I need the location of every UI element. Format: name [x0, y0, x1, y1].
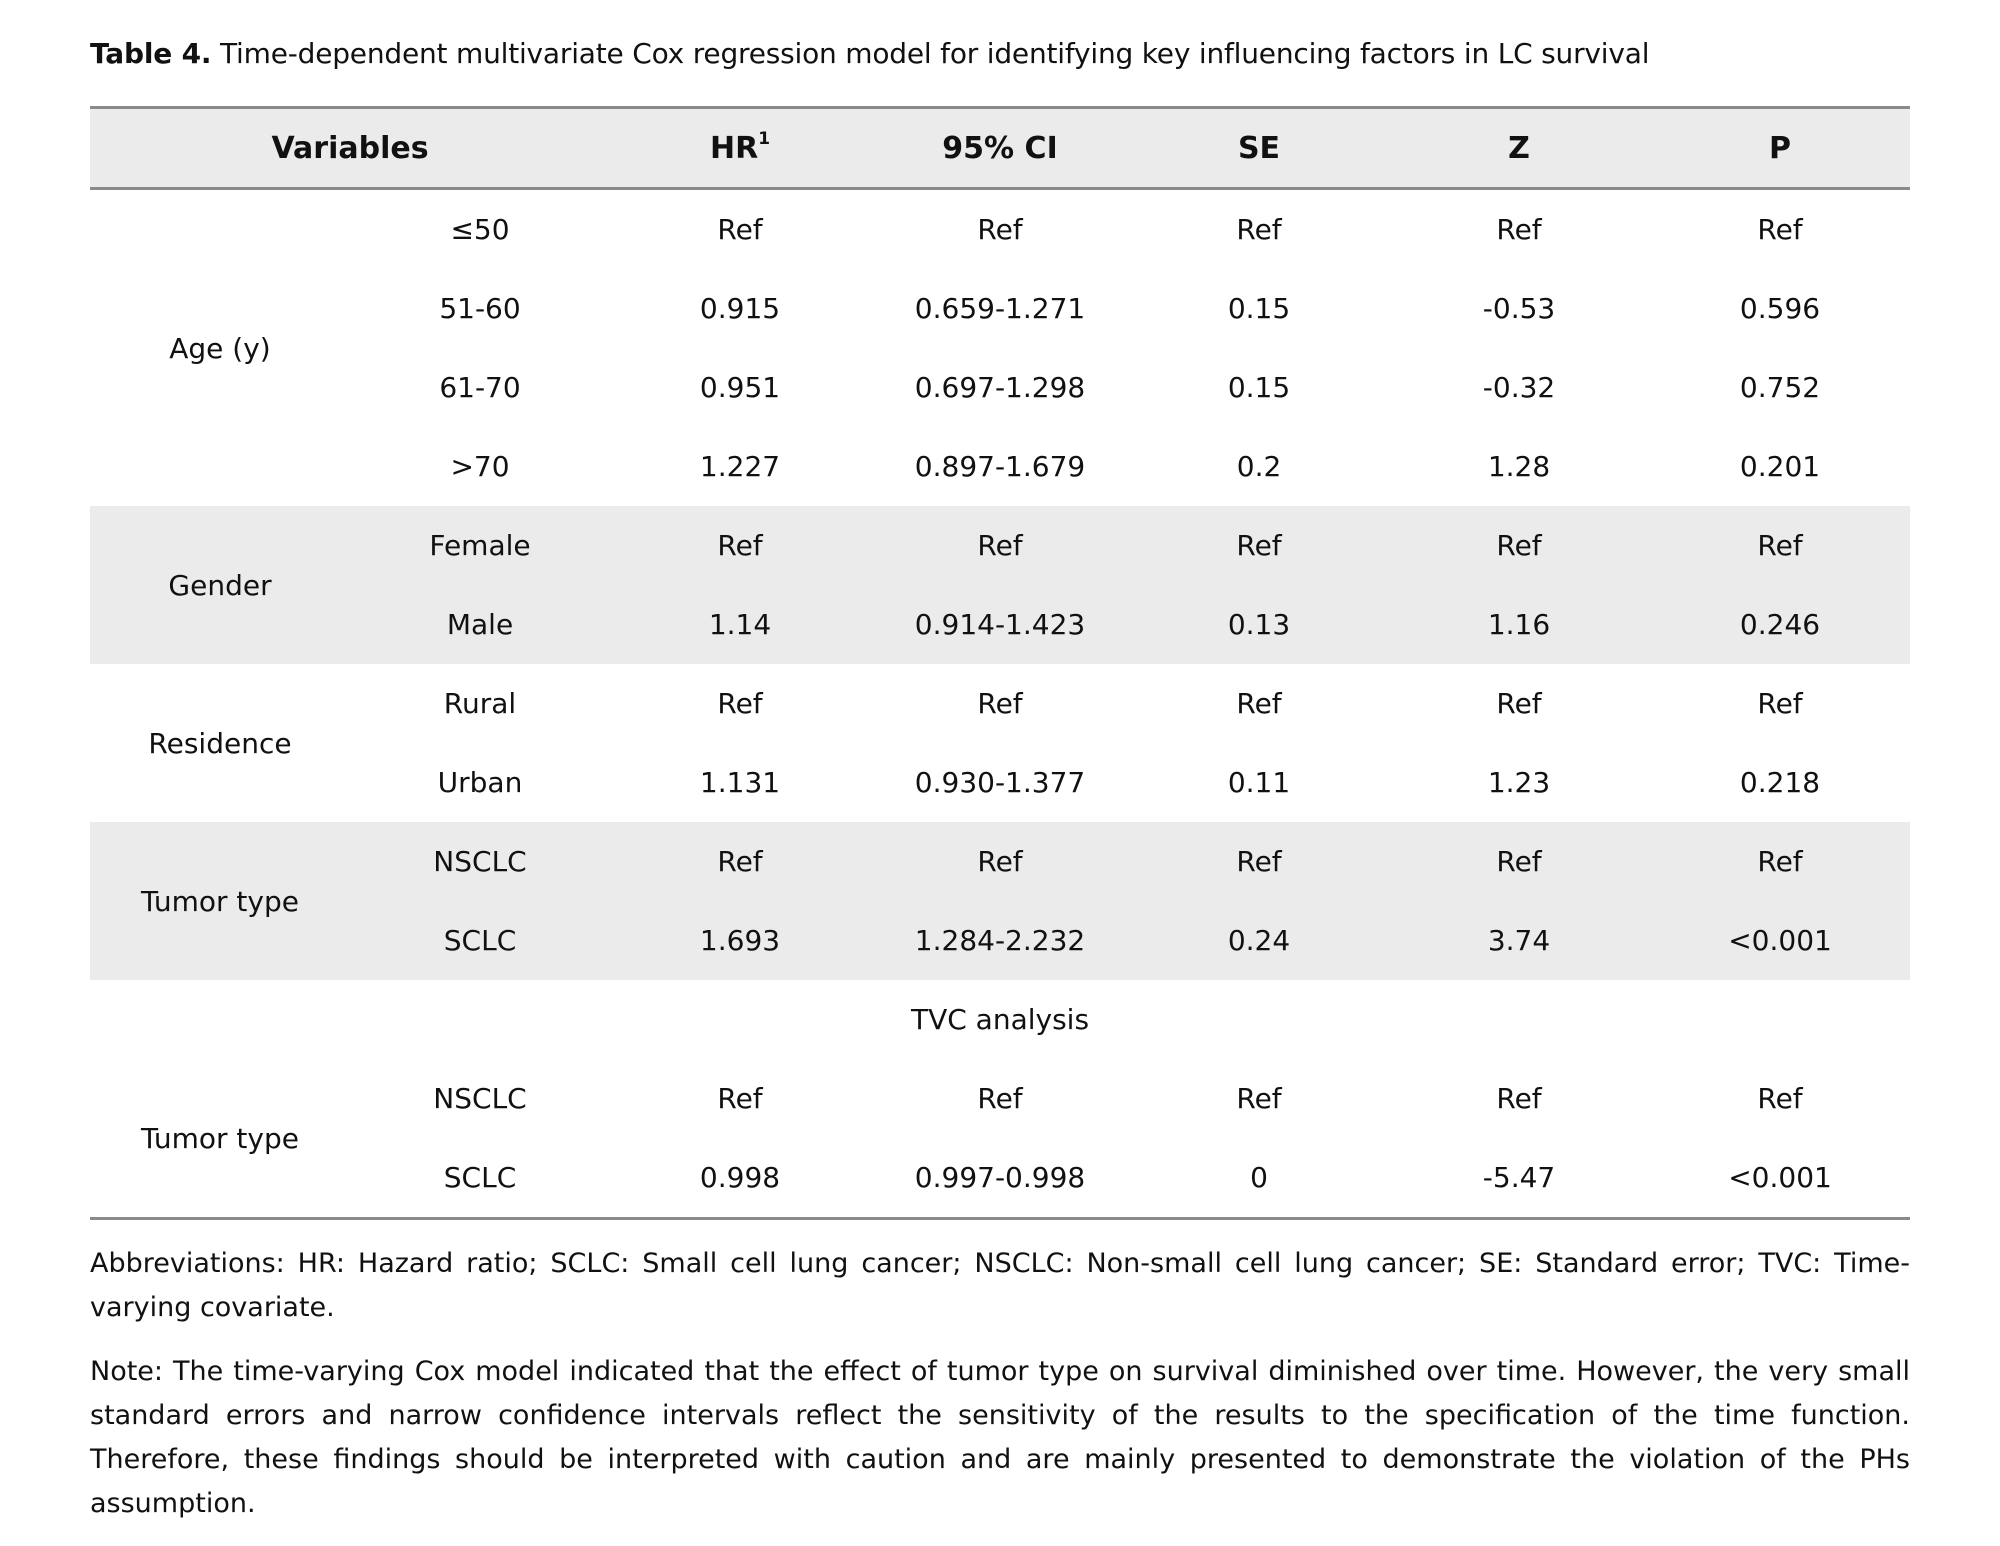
table-row	[90, 506, 1910, 585]
group-age: Age (y)	[169, 331, 271, 365]
level-cell: 51-60	[439, 292, 521, 325]
ci-cell: 0.697-1.298	[914, 371, 1086, 404]
table-row	[90, 1059, 1910, 1138]
se-cell: 0.24	[1130, 901, 1388, 980]
hr-cell: Ref	[610, 822, 870, 901]
ci-cell: Ref	[870, 506, 1130, 585]
hr-cell: 1.14	[610, 585, 870, 664]
table-caption	[90, 34, 1910, 74]
se-cell: Ref	[1236, 213, 1282, 246]
ci-cell: Ref	[977, 213, 1023, 246]
table-row	[90, 664, 1910, 743]
ci-cell: 0.997-0.998	[914, 1161, 1086, 1194]
ci-cell: Ref	[977, 687, 1023, 720]
z-cell: -0.32	[1482, 371, 1556, 404]
ci-cell: 1.284-2.232	[870, 901, 1130, 980]
p-cell: <0.001	[1728, 1161, 1832, 1194]
abbreviations-text: Abbreviations: HR: Hazard ratio; SCLC: Small cell lung cancer; NSCLC: Non-small cell lung cancer; SE: Standard error; TVC: Time-varying covariate.	[90, 1248, 1910, 1323]
p-cell: Ref	[1757, 213, 1803, 246]
header-se: SE	[1130, 108, 1388, 189]
p-cell: Ref	[1757, 687, 1803, 720]
se-cell: Ref	[1130, 822, 1388, 901]
z-cell: Ref	[1496, 213, 1542, 246]
ci-cell: 0.897-1.679	[914, 450, 1086, 483]
header-p: P	[1650, 108, 1910, 189]
level-cell: SCLC	[443, 1161, 517, 1194]
page	[90, 0, 1910, 1546]
header-hr-superscript: 1	[758, 128, 771, 149]
se-cell: 0.2	[1236, 450, 1282, 483]
table-row	[90, 189, 1910, 270]
header-z: Z	[1388, 108, 1650, 189]
header-hr-text: HR	[709, 130, 759, 166]
hr-cell: 1.693	[610, 901, 870, 980]
se-cell: 0.15	[1227, 371, 1291, 404]
table-row	[90, 348, 1910, 427]
group-tumor-type-tvc: Tumor type	[141, 1121, 299, 1155]
table-notes	[90, 1242, 1910, 1526]
hr-cell: 0.951	[699, 371, 781, 404]
hr-cell: Ref	[717, 1082, 763, 1115]
ci-cell: 0.659-1.271	[914, 292, 1086, 325]
table-row	[90, 269, 1910, 348]
p-cell: 0.218	[1739, 766, 1821, 799]
ci-cell: Ref	[870, 822, 1130, 901]
hr-cell: 0.915	[699, 292, 781, 325]
se-cell: 0	[1250, 1161, 1268, 1194]
table-row	[90, 585, 1910, 664]
z-cell: -0.53	[1482, 292, 1556, 325]
level-cell: ≤50	[450, 213, 510, 246]
level-cell: Rural	[443, 687, 517, 720]
se-cell: Ref	[1236, 687, 1282, 720]
tvc-analysis-label: TVC analysis	[910, 1003, 1090, 1036]
p-cell: Ref	[1650, 822, 1910, 901]
group-gender: Gender	[90, 506, 350, 664]
ci-cell: Ref	[977, 1082, 1023, 1115]
level-cell: Male	[350, 585, 610, 664]
table-row	[90, 743, 1910, 822]
level-cell: >70	[450, 450, 510, 483]
se-cell: 0.13	[1130, 585, 1388, 664]
caption-text: Time-dependent multivariate Cox regression model for identifying key influencing factors in LC survival	[220, 37, 1650, 70]
ci-cell: 0.930-1.377	[914, 766, 1086, 799]
results-table	[90, 106, 1910, 1220]
header-row	[90, 108, 1910, 189]
header-ci: 95% CI	[870, 108, 1130, 189]
level-cell: Urban	[437, 766, 523, 799]
p-cell: 0.246	[1650, 585, 1910, 664]
se-cell: 0.11	[1227, 766, 1291, 799]
z-cell: Ref	[1388, 822, 1650, 901]
z-cell: Ref	[1496, 1082, 1542, 1115]
p-cell: 0.201	[1739, 450, 1821, 483]
p-cell: Ref	[1650, 506, 1910, 585]
header-variables: Variables	[90, 108, 610, 189]
level-cell: NSCLC	[433, 1082, 527, 1115]
table-row	[90, 1138, 1910, 1219]
hr-cell: Ref	[717, 213, 763, 246]
table-row	[90, 822, 1910, 901]
level-cell: 61-70	[439, 371, 521, 404]
table-row	[90, 427, 1910, 506]
z-cell: 1.16	[1388, 585, 1650, 664]
table-row	[90, 901, 1910, 980]
ci-cell: 0.914-1.423	[870, 585, 1130, 664]
z-cell: Ref	[1496, 687, 1542, 720]
z-cell: 3.74	[1388, 901, 1650, 980]
hr-cell: Ref	[717, 687, 763, 720]
hr-cell: 1.227	[699, 450, 781, 483]
note-text: Note: The time-varying Cox model indicated that the effect of tumor type on survival diminished over time. However, the very small standard errors and narrow confidence intervals reflect the sensitivity of the results to the specification of the time function. Therefore, these findings should be interpreted with caution and are mainly presented to demonstrate the violation of the PHs assumption.	[90, 1356, 1910, 1519]
p-cell: 0.752	[1739, 371, 1821, 404]
level-cell: Female	[350, 506, 610, 585]
z-cell: 1.23	[1487, 766, 1551, 799]
level-cell: NSCLC	[350, 822, 610, 901]
p-cell: 0.596	[1739, 292, 1821, 325]
hr-cell: Ref	[610, 506, 870, 585]
p-cell: <0.001	[1650, 901, 1910, 980]
group-residence: Residence	[148, 726, 292, 760]
header-hr	[610, 108, 870, 189]
p-cell: Ref	[1757, 1082, 1803, 1115]
se-cell: 0.15	[1227, 292, 1291, 325]
group-tumor-type: Tumor type	[90, 822, 350, 980]
level-cell: SCLC	[350, 901, 610, 980]
z-cell: 1.28	[1487, 450, 1551, 483]
z-cell: -5.47	[1482, 1161, 1556, 1194]
hr-cell: 1.131	[699, 766, 781, 799]
hr-cell: 0.998	[699, 1161, 781, 1194]
se-cell: Ref	[1130, 506, 1388, 585]
caption-label: Table 4.	[90, 37, 212, 70]
z-cell: Ref	[1388, 506, 1650, 585]
tvc-section-row	[90, 980, 1910, 1059]
se-cell: Ref	[1236, 1082, 1282, 1115]
